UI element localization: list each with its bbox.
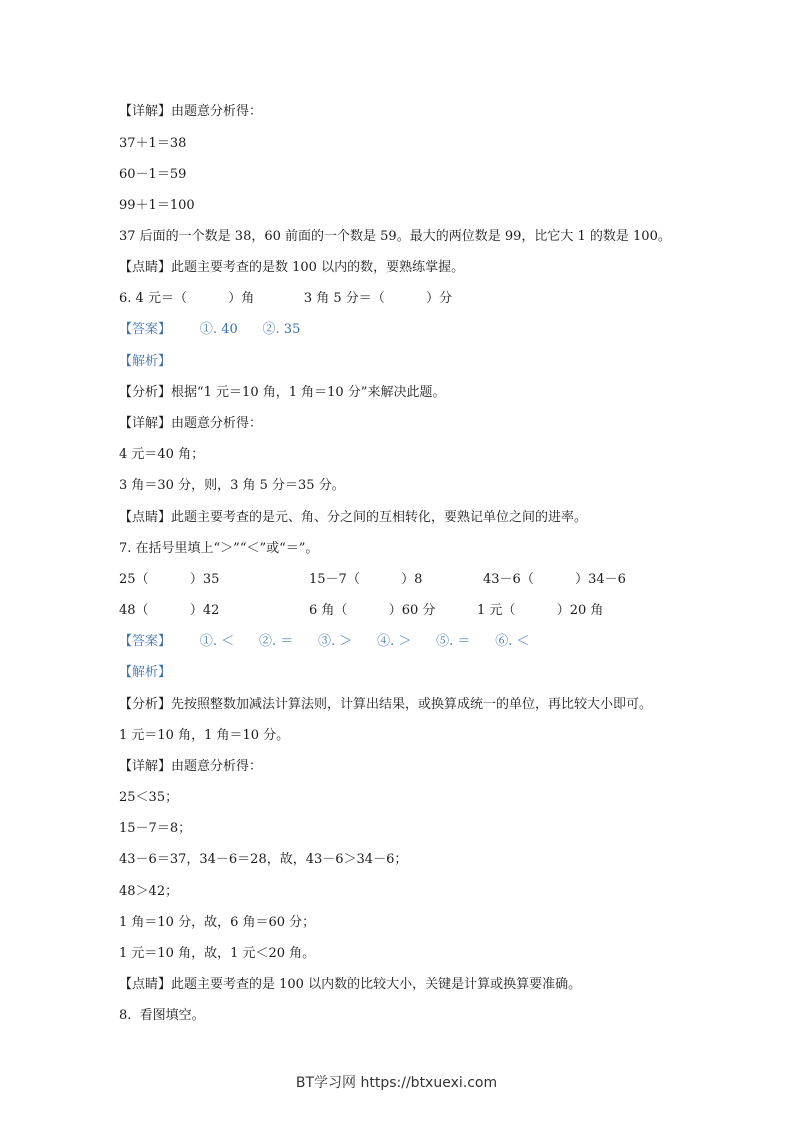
text-line: 【详解】由题意分析得： [119,104,263,119]
text-line: 60－1＝59 [119,167,187,182]
footer-watermark: BT学习网 https://btxuexi.com [295,1075,498,1091]
text-line: 【详解】由题意分析得： [119,759,263,774]
q7-item: 48（ ）42 [119,603,220,618]
answer-line: 【答案】 ①. ＜ ②. ＝ ③. ＞ ④. ＞ ⑤. ＝ ⑥. ＜ [119,634,530,649]
question-7: 7. 在括号里填上“＞”“＜”或“＝”。 [119,541,319,556]
text-line: 【点睛】此题主要考查的是数 100 以内的数，要熟练掌握。 [119,260,465,275]
text-line: 【点睛】此题主要考查的是元、角、分之间的互相转化，要熟记单位之间的进率。 [119,510,588,525]
q7-item: 1 元（ ）20 角 [477,603,604,618]
text-line: 1 元＝10 角，故，1 元＜20 角。 [119,946,316,961]
text-line: 【分析】根据“1 元＝10 角，1 角＝10 分”来解决此题。 [119,385,446,400]
q7-item: 43－6（ ）34－6 [483,572,626,587]
text-line: 3 角＝30 分，则，3 角 5 分＝35 分。 [119,478,345,493]
question-8: 8. 看图填空。 [119,1008,205,1023]
text-line: 43－6＝37，34－6＝28，故，43－6＞34－6； [119,852,408,867]
text-line: 48＞42； [119,884,179,899]
text-line: 【点睛】此题主要考查的是 100 以内数的比较大小，关键是计算或换算要准确。 [119,977,582,992]
text-line: 4 元＝40 角； [119,447,205,462]
text-line: 99＋1＝100 [119,198,195,213]
question-6: 6. 4 元＝（ ）角 3 角 5 分＝（ ）分 [119,291,453,306]
text-line: 1 角＝10 分，故，6 角＝60 分； [119,915,316,930]
q7-item: 6 角（ ）60 分 [309,603,436,618]
text-line: 37＋1＝38 [119,136,187,151]
analysis-heading: 【解析】 [119,665,172,680]
text-line: 1 元＝10 角，1 角＝10 分。 [119,728,290,743]
text-line: 37 后面的一个数是 38，60 前面的一个数是 59。最大的两位数是 99，比它大 1 的数是 100。 [119,229,671,244]
q7-item: 25（ ）35 [119,572,220,587]
analysis-heading: 【解析】 [119,354,172,369]
text-line: 【分析】先按照整数加减法计算法则，计算出结果，或换算成统一的单位，再比较大小即可。 [119,697,653,712]
answer-line: 【答案】 ①. 40 ②. 35 [119,322,301,337]
text-line: 【详解】由题意分析得： [119,416,263,431]
text-line: 15－7＝8； [119,821,192,836]
q7-item: 15－7（ ）8 [309,572,423,587]
text-line: 25＜35； [119,790,179,805]
